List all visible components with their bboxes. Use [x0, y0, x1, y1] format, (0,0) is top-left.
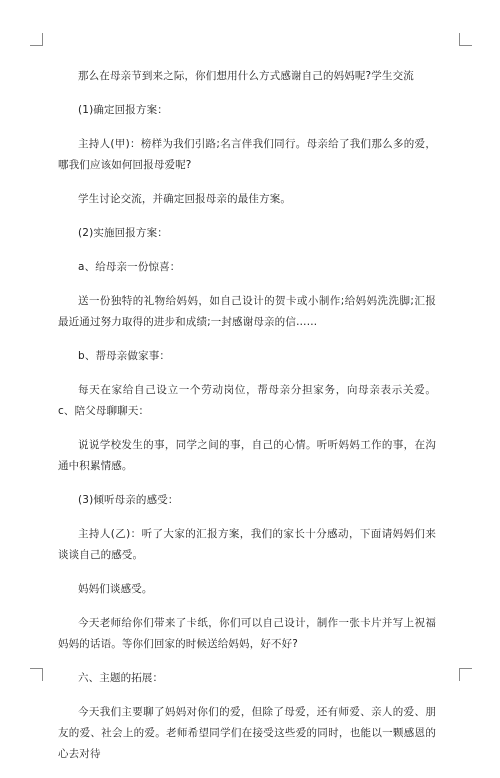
crop-mark-bottom-left	[30, 668, 43, 681]
heading-implement-plan: (2)实施回报方案：	[78, 227, 168, 239]
crop-mark-top-left	[30, 33, 43, 46]
paragraph-chat: 说说学校发生的事，同学之间的事，自己的心情。听听妈妈工作的事，在沟通中积累情感。	[58, 439, 436, 472]
heading-extension: 六、主题的拓展：	[78, 672, 164, 684]
paragraph-host-a: 主持人(甲)：榜样为我们引路;名言伴我们同行。母亲给了我们那么多的爱，哪我们应该如何回报母爱呢?	[58, 138, 436, 171]
paragraph-extension: 今天我们主要聊了妈妈对你们的爱，但除了母爱，还有师爱、亲人的爱、朋友的爱、社会上的爱。老师希望同学们在接受这些爱的同时，也能以一颗感恩的心去对待	[58, 706, 436, 760]
paragraph-intro: 那么在母亲节到来之际，你们想用什么方式感谢自己的妈妈呢?学生交流	[78, 70, 414, 82]
paragraph-gift: 送一份独特的礼物给妈妈，如自己设计的贺卡或小制作;给妈妈洗洗脚;汇报最近通过努力取得的进步和成绩;一封感谢母亲的信……	[58, 295, 436, 328]
crop-mark-bottom-right	[459, 668, 472, 681]
paragraph-card: 今天老师给你们带来了卡纸，你们可以自己设计，制作一张卡片并写上祝福妈妈的话语。等你们回家的时候送给妈妈，好不好?	[58, 617, 436, 650]
paragraph-student-discussion: 学生讨论交流，并确定回报母亲的最佳方案。	[78, 193, 291, 205]
crop-mark-top-right	[459, 33, 472, 46]
document-body	[58, 66, 436, 778]
item-b-heading: b、帮母亲做家事：	[78, 350, 171, 362]
paragraph-housework: 每天在家给自己设立一个劳动岗位，帮母亲分担家务，向母亲表示关爱。 c、陪父母聊聊天：	[58, 384, 436, 417]
heading-confirm-plan: (1)确定回报方案：	[78, 104, 168, 116]
paragraph-host-b: 主持人(乙)：听了大家的汇报方案，我们的家长十分感动，下面请妈妈们来谈谈自己的感受。	[58, 528, 436, 561]
paragraph-mothers-share: 妈妈们谈感受。	[78, 583, 153, 595]
heading-listen: (3)倾听母亲的感受：	[78, 494, 179, 506]
item-a-heading: a、给母亲一份惊喜：	[78, 261, 181, 273]
